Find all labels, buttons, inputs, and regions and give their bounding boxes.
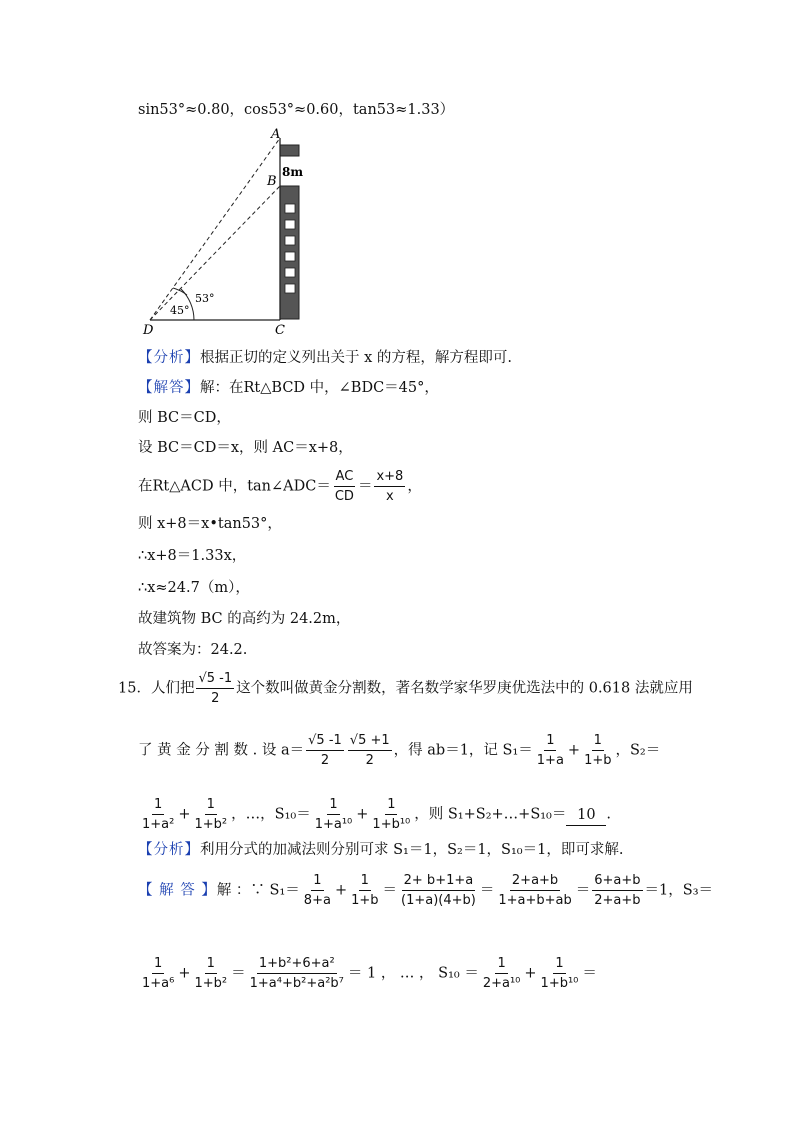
fraction-denominator: 1+a² <box>142 817 175 832</box>
fraction-a <box>306 732 344 769</box>
p14-solution-line-3: 设 BC＝CD＝x，则 AC＝x+8， <box>138 440 353 456</box>
building-top-block <box>280 145 299 156</box>
fraction-numerator: 1 <box>592 732 604 751</box>
fraction-denominator: 1+b <box>584 753 612 768</box>
fraction-numerator: 1 <box>553 955 565 974</box>
label-angle-53: 53° <box>195 292 215 305</box>
tan-prefix: 在Rt△ACD 中，tan∠ADC＝ <box>138 478 331 495</box>
fraction-numerator: 6+a+b <box>592 872 642 891</box>
p14-solution-line-7: ∴x≈24.7（m）， <box>138 580 250 596</box>
building-window <box>285 252 295 261</box>
statement-suffix: 这个数叫做黄金分割数，著名数学家华罗庚优选法中的 0.618 法就应用 <box>236 680 693 697</box>
solution-text: ＝ 1 ， … ， S₁₀ ＝ <box>347 965 479 982</box>
fraction-sol-term3 <box>399 872 478 909</box>
fraction-b <box>348 732 392 769</box>
fraction-numerator: 1 <box>152 955 164 974</box>
label-c: C <box>275 323 285 338</box>
fraction-numerator: 1 <box>385 796 397 815</box>
p14-solution-line-8: 故建筑物 BC 的高约为 24.2m， <box>138 611 351 627</box>
equals-sign: ＝ <box>382 882 398 899</box>
fraction-numerator: 1 <box>327 796 339 815</box>
fraction-numerator: AC <box>334 468 356 487</box>
solution-tag: 【 解 答 】 <box>138 882 217 899</box>
fraction-denominator: 2 <box>211 691 220 706</box>
statement-text: ，S₂＝ <box>615 742 661 759</box>
fraction-denominator: 1+a¹⁰ <box>314 817 353 832</box>
answer-blank: 10 <box>566 805 606 826</box>
equals-sign: ＝ <box>575 882 591 899</box>
fraction-denominator: x <box>386 489 394 504</box>
problem-number: 15． <box>118 680 151 697</box>
label-8m: 8m <box>282 165 304 179</box>
equals-sign: ＝ <box>357 478 373 495</box>
fraction-s3-term2 <box>193 955 230 992</box>
fraction-s2-term1 <box>140 796 176 833</box>
label-angle-45: 45° <box>170 304 190 317</box>
fraction-denominator: 1+b <box>351 893 379 908</box>
analysis-text: 利用分式的加减法则分别可求 S₁＝1，S₂＝1，S₁₀＝1，即可求解. <box>200 842 624 858</box>
solution-tag: 【解答】 <box>138 380 200 396</box>
building-window <box>285 236 295 245</box>
golden-ratio-fraction <box>196 670 234 707</box>
building-window <box>285 284 295 293</box>
fraction-denominator: 1+b² <box>194 817 228 832</box>
fraction-numerator: √5 -1 <box>196 670 234 689</box>
fraction-s10-term2 <box>370 796 412 833</box>
fraction-numerator: 2+a+b <box>510 872 560 891</box>
fraction-denominator: 1+b¹⁰ <box>372 817 411 832</box>
fraction-denominator: 1+a⁶ <box>142 976 175 991</box>
fraction-denominator: 1+b¹⁰ <box>540 976 579 991</box>
fraction-numerator: 1+b²+6+a² <box>257 955 337 974</box>
statement-text: 了 黄 金 分 割 数 . 设 a＝ <box>138 742 305 759</box>
fraction-denominator: 1+a+b+ab <box>498 893 572 908</box>
p14-solution-line-5: 则 x+8＝x•tan53°， <box>138 516 282 532</box>
fraction-s3-term1 <box>140 955 176 992</box>
fraction-denominator: 2 <box>365 753 374 768</box>
solution-text: ＝ <box>582 965 597 982</box>
fraction-s1-term2 <box>582 732 613 769</box>
fraction-sol-term4 <box>496 872 573 909</box>
plus-sign: + <box>178 965 191 982</box>
fraction-denominator: 8+a <box>303 893 331 908</box>
p15-solution-line-2 <box>138 955 597 992</box>
p15-analysis-line <box>138 840 623 860</box>
p15-statement-line-2 <box>138 732 660 769</box>
p14-solution-line-2: 则 BC＝CD， <box>138 410 231 426</box>
fraction-denominator: 1+a⁴+b²+a²b⁷ <box>249 976 344 991</box>
p14-analysis-line <box>138 348 512 368</box>
fraction-s10-sol-term2 <box>539 955 581 992</box>
fraction-denominator: 1+a <box>536 753 564 768</box>
p15-solution-line-1 <box>138 872 713 909</box>
solution-text: ＝1，S₃＝ <box>644 882 714 899</box>
plus-sign: + <box>356 806 369 823</box>
fraction-sol-term1 <box>302 872 333 909</box>
sight-line-da <box>150 138 280 320</box>
statement-text: . <box>606 806 611 823</box>
p14-solution-line-9: 故答案为：24.2. <box>138 642 248 658</box>
p15-statement-line-1 <box>118 670 693 707</box>
building-window <box>285 204 295 213</box>
building-angle-diagram <box>140 128 340 343</box>
building-window <box>285 268 295 277</box>
fraction-denominator: CD <box>334 489 354 504</box>
solution-text: 解 ：∵ S₁＝ <box>216 882 300 899</box>
statement-prefix: 人们把 <box>150 680 195 697</box>
p14-solution-line-1 <box>138 378 439 398</box>
trig-values-text: sin53°≈0.80，cos53°≈0.60，tan53≈1.33） <box>138 102 455 118</box>
plus-sign: + <box>178 806 191 823</box>
fraction-numerator: 1 <box>495 955 507 974</box>
fraction-sol-term2 <box>349 872 380 909</box>
fraction-denominator: 2 <box>320 753 330 768</box>
fraction-sol-term5 <box>592 872 642 909</box>
fraction-denominator: 1+b² <box>194 976 228 991</box>
label-a: A <box>271 128 281 142</box>
fraction-numerator: 1 <box>311 872 323 891</box>
analysis-tag: 【分析】 <box>138 842 200 858</box>
fraction-denominator: (1+a)(4+b) <box>401 893 476 908</box>
label-d: D <box>143 323 154 338</box>
fraction-numerator: 1 <box>152 796 164 815</box>
fraction-s3-combined <box>248 955 346 992</box>
p14-solution-line-6: ∴x+8＝1.33x， <box>138 548 247 564</box>
fraction-numerator: 1 <box>544 732 556 751</box>
fraction-numerator: 1 <box>359 872 371 891</box>
fraction-numerator: 2+ b+1+a <box>402 872 476 891</box>
analysis-tag: 【分析】 <box>138 350 200 366</box>
fraction-s10-sol-term1 <box>481 955 523 992</box>
fraction-denominator: 2+a¹⁰ <box>482 976 521 991</box>
fraction-s10-term1 <box>313 796 355 833</box>
equals-sign: ＝ <box>231 965 246 982</box>
label-b: B <box>267 174 277 189</box>
fraction-denominator: 2+a+b <box>594 893 641 908</box>
fraction-ac-cd <box>333 468 356 505</box>
plus-sign: + <box>524 965 537 982</box>
plus-sign: + <box>567 742 581 759</box>
fraction-s1-term1 <box>535 732 566 769</box>
building-window <box>285 220 295 229</box>
sight-line-db <box>150 186 280 320</box>
p14-solution-line-4 <box>138 468 422 505</box>
solution-text: 解：在Rt△BCD 中，∠BDC＝45°， <box>200 380 439 396</box>
fraction-numerator: √5 +1 <box>348 732 392 751</box>
equals-sign: ＝ <box>479 882 495 899</box>
p15-statement-line-3 <box>138 796 611 833</box>
statement-text: ，…，S₁₀＝ <box>231 806 311 823</box>
fraction-numerator: x+8 <box>374 468 405 487</box>
plus-sign: + <box>334 882 348 899</box>
statement-text: ，则 S₁+S₂+…+S₁₀＝ <box>414 806 567 823</box>
analysis-text: 根据正切的定义列出关于 x 的方程，解方程即可. <box>200 350 513 366</box>
statement-text: ，得 ab＝1，记 S₁＝ <box>393 742 533 759</box>
fraction-numerator: 1 <box>205 796 217 815</box>
fraction-x8-x <box>374 468 405 505</box>
fraction-numerator: √5 -1 <box>306 732 344 751</box>
fraction-s2-term2 <box>193 796 230 833</box>
fraction-numerator: 1 <box>205 955 217 974</box>
tan-suffix: ， <box>407 478 422 495</box>
